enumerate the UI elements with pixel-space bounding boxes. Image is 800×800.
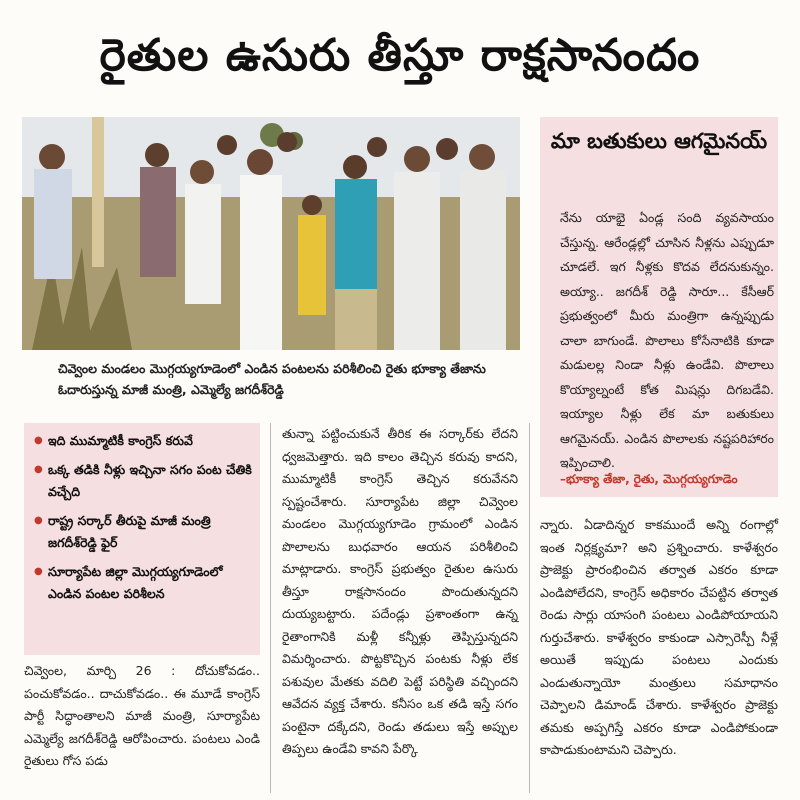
highlights-list [34,430,256,612]
highlight-item: ● సూర్యాపేట జిల్లా మొగ్గయ్యగూడెంలో ఎండిన పంటల పరిశీలన [34,561,256,606]
photo-caption: చివ్వెంల మండలం మొగ్గయ్యగూడెంలో ఎండిన పంటలను పరిశీలించి రైతు భూక్యా తేజాను ఓదారుస్తున్న మాజీ మంత్రి, ఎమ్మెల్యే జగదీశ్‌రెడ్డి [58,361,486,397]
highlight-item: ● రాష్ట్ర సర్కార్ తీరుపై మాజీ మంత్రి జగదీశ్‌రెడ్డి ఫైర్ [34,510,256,555]
sidebar-body: నేను యాభై ఏండ్ల సంది వ్యవసాయం చేస్తున్న. ఆరేండ్లల్లో చూసిన నీళ్లను ఎప్పుడూ చూడలే. ఇగ నీళ్లకు కొదవ లేదనుకున్నం. అయ్యా.. జగదీశ్ రెడ్డి సారూ... కేసీఆర్ ప్రభుత్వంలో మీరు మంత్రిగా ఉన్నప్పుడు చాలా బాగుండే. పొలాలు కోసేనాటికి కూడా మడులల్ల నిండా నీళ్లు ఉండేవి. పొలాలు కొయ్యాల్నంటే కోత మిషన్లు దిగబడేవి. ఇయ్యాల నీళ్లు లేక మా బతుకులు ఆగమైనయ్. ఎండిన పొలాలకు నష్టపరిహారం ఇప్పించాలి. [560,210,774,470]
article-column-2: తున్నా పట్టించుకునే తీరిక ఈ సర్కార్‌కు లేదని ధ్వజమెత్తారు. ఇది కాలం తెచ్చిన కరువు కాదని, ముమ్మాటికీ కాంగ్రెస్ తెచ్చిన కరువేనని స్పష్టంచేశారు. సూర్యాపేట జిల్లా చివ్వెంల మండలం మొగ్గయ్యగూడెం గ్రామంలో ఎండిన పొలాలను బుధవారం ఆయన పరిశీలించి మాట్లాడారు. కాంగ్రెస్ ప్రభుత్వం రైతుల ఉసురు తీస్తూ రాక్షసానందం పొందుతున్నదని దుయ్యబట్టారు. పదేండ్లు ప్రశాంతంగా ఉన్న రైతాంగానికి మళ్లీ కన్నీళ్లు తెప్పిస్తున్నదని విమర్శించారు. పొట్టకొచ్చిన పంటకు నీళ్లు లేక పశువుల మేతకు వదిలి పెట్టే పరిస్థితి వచ్చిందని ఆవేదన వ్యక్త చేశారు. కనీసం ఒక తడి ఇస్తే సగం పంటైనా దక్కేదని, రెండు తడులు ఇస్తే అప్పుల తిప్పలు ఉండేవి కావని పేర్కొ [282,426,518,756]
highlight-item: ● ఇది ముమ్మాటికీ కాంగ్రెస్ కరువే [34,430,256,453]
highlight-item: ● ఒక్క తడికి నీళ్లు ఇచ్చినా సగం పంట చేతికి వచ్చేది [34,459,256,504]
sidebar-signature: –భూక్యా తేజా, రైతు, మొగ్గయ్యగూడెం [560,472,738,486]
sidebar-title: మా బతుకులు ఆగమైనయ్ [550,129,768,153]
article-column-1: చివ్వెంల, మార్చి 26 : దోచుకోవడం.. పంచుకోవడం.. దాచుకోవడం.. ఈ మూడే కాంగ్రెస్ పార్టీ సిద్ధాంతాలని మాజీ మంత్రి, సూర్యాపేట ఎమ్మెల్యే జగదీశ్‌రెడ్డి ఆరోపించారు. పంటలు ఎండి రైతులు గోస పడు [24,663,260,768]
column-divider [270,423,271,793]
column-divider [529,423,530,793]
news-photo [22,117,520,350]
article-column-3: న్నారు. ఏడాదిన్నర కాకముందే అన్ని రంగాల్లో ఇంత నిర్లక్ష్యమా? అని ప్రశ్నించారు. కాళేశ్వరం ప్రాజెక్టు ప్రారంభించిన తర్వాత ఎకరం కూడా ఎండిపోలేదని, కాంగ్రెస్ అధికారం చేపట్టిన తర్వాత రెండు సార్లు యాసంగి పంటలు ఎండిపోయాయని గుర్తుచేశారు. కాళేశ్వరం కాకుండా ఎస్సారెస్పీ నీళ్లే అయితే ఇప్పుడు పంటలు ఎందుకు ఎండుతున్నాయో మంత్రులు సమాధానం చెప్పాలని డిమాండ్ చేశారు. కాళేశ్వరం ప్రాజెక్టు తమకు అప్పగిస్తే ఎకరం కూడా ఎండిపోకుండా కాపాడుకుంటామని చెప్పారు. [540,517,778,757]
headline: రైతుల ఉసురు తీస్తూ రాక్షసానందం [99,30,701,81]
